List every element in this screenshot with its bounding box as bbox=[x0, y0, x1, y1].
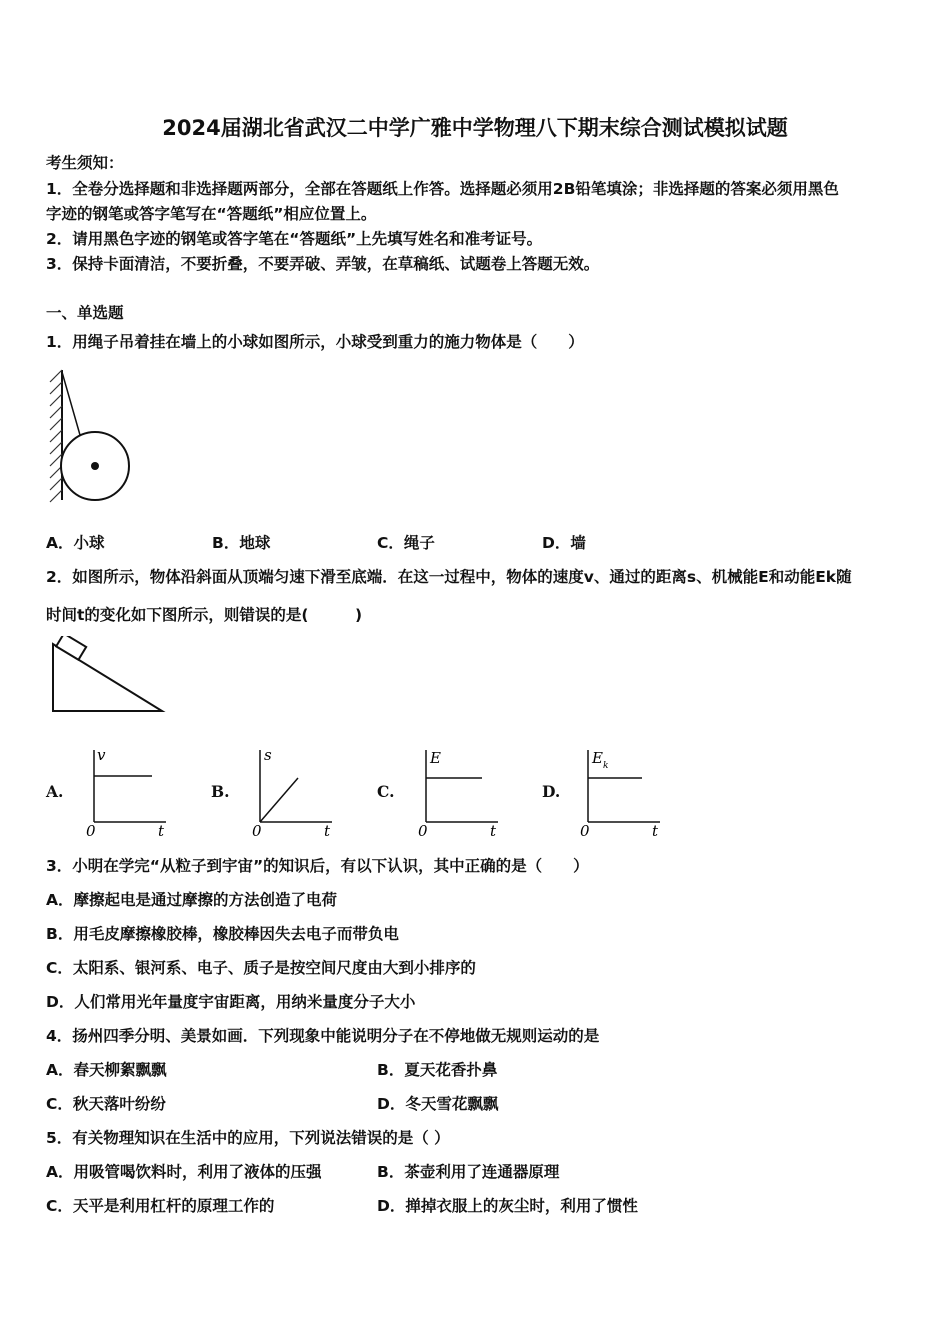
q2-stem-line2: 时间t的变化如下图所示，则错误的是( ) bbox=[46, 606, 363, 624]
graph-origin: 0 bbox=[580, 822, 590, 840]
q1-option-c: C．绳子 bbox=[377, 534, 435, 552]
graph-x-label: t bbox=[490, 822, 497, 840]
graph-x-label: t bbox=[324, 822, 331, 840]
q5-option-c: C．天平是利用杠杆的原理工作的 bbox=[46, 1197, 275, 1215]
q2-graph-e bbox=[414, 744, 504, 840]
graph-x-label: t bbox=[652, 822, 659, 840]
q4-stem: 4．扬州四季分明、美景如画．下列现象中能说明分子在不停地做无规则运动的是 bbox=[46, 1027, 600, 1045]
q3-option-a: A．摩擦起电是通过摩擦的方法创造了电荷 bbox=[46, 891, 337, 909]
graph-origin: 0 bbox=[418, 822, 428, 840]
q2-option-b-label: B. bbox=[211, 782, 230, 801]
graph-y-label: v bbox=[97, 746, 106, 764]
q3-option-b: B．用毛皮摩擦橡胶棒，橡胶棒因失去电子而带负电 bbox=[46, 925, 399, 943]
graph-x-label: t bbox=[158, 822, 165, 840]
section-heading: 一、单选题 bbox=[46, 304, 124, 322]
q3-stem: 3．小明在学完“从粒子到宇宙”的知识后，有以下认识，其中正确的是（ ） bbox=[46, 857, 589, 875]
graph-y-label: E bbox=[430, 749, 441, 767]
q1-stem: 1．用绳子吊着挂在墙上的小球如图所示，小球受到重力的施力物体是（ ） bbox=[46, 333, 584, 351]
q3-option-d: D．人们常用光年量度宇宙距离，用纳米量度分子大小 bbox=[46, 993, 416, 1011]
q2-incline-figure bbox=[48, 636, 168, 716]
graph-y-label: s bbox=[264, 746, 272, 764]
q5-option-b: B．茶壶利用了连通器原理 bbox=[377, 1163, 560, 1181]
graph-origin: 0 bbox=[252, 822, 262, 840]
q4-option-b: B．夏天花香扑鼻 bbox=[377, 1061, 498, 1079]
q4-option-c: C．秋天落叶纷纷 bbox=[46, 1095, 166, 1113]
q1-option-a: A．小球 bbox=[46, 534, 105, 552]
q2-option-d-label: D. bbox=[542, 782, 561, 801]
q2-option-a-label: A. bbox=[46, 782, 64, 801]
q2-graph-ek bbox=[576, 744, 666, 840]
graph-y-label: E bbox=[592, 749, 603, 767]
q3-option-c: C．太阳系、银河系、电子、质子是按空间尺度由大到小排序的 bbox=[46, 959, 476, 977]
notice-item: 3．保持卡面清洁，不要折叠，不要弄破、弄皱，在草稿纸、试题卷上答题无效。 bbox=[46, 255, 600, 273]
q2-stem-line1: 2．如图所示，物体沿斜面从顶端匀速下滑至底端．在这一过程中，物体的速度v、通过的距离s、机械能E和动能Ek随 bbox=[46, 568, 852, 586]
q2-graph-v bbox=[82, 744, 172, 840]
q5-option-d: D．掸掉衣服上的灰尘时，利用了惯性 bbox=[377, 1197, 638, 1215]
notice-item: 字迹的钢笔或答字笔写在“答题纸”相应位置上。 bbox=[46, 205, 377, 223]
q5-stem: 5．有关物理知识在生活中的应用，下列说法错误的是（ ） bbox=[46, 1129, 450, 1147]
q1-option-d: D．墙 bbox=[542, 534, 586, 552]
graph-y-subscript: k bbox=[603, 761, 609, 771]
q2-option-c-label: C. bbox=[377, 782, 395, 801]
q1-wall-ball-figure bbox=[42, 368, 142, 504]
notice-item: 1．全卷分选择题和非选择题两部分，全部在答题纸上作答。选择题必须用2B铅笔填涂；非选择题的答案必须用黑色 bbox=[46, 180, 839, 198]
notice-heading: 考生须知： bbox=[46, 154, 124, 172]
q5-option-a: A．用吸管喝饮料时，利用了液体的压强 bbox=[46, 1163, 322, 1181]
q2-graph-s bbox=[248, 744, 338, 840]
graph-origin: 0 bbox=[86, 822, 96, 840]
page-title: 2024届湖北省武汉二中学广雅中学物理八下期末综合测试模拟试题 bbox=[162, 116, 788, 140]
q4-option-d: D．冬天雪花飘飘 bbox=[377, 1095, 499, 1113]
q1-option-b: B．地球 bbox=[212, 534, 271, 552]
notice-item: 2．请用黑色字迹的钢笔或答字笔在“答题纸”上先填写姓名和准考证号。 bbox=[46, 230, 543, 248]
q4-option-a: A．春天柳絮飘飘 bbox=[46, 1061, 167, 1079]
